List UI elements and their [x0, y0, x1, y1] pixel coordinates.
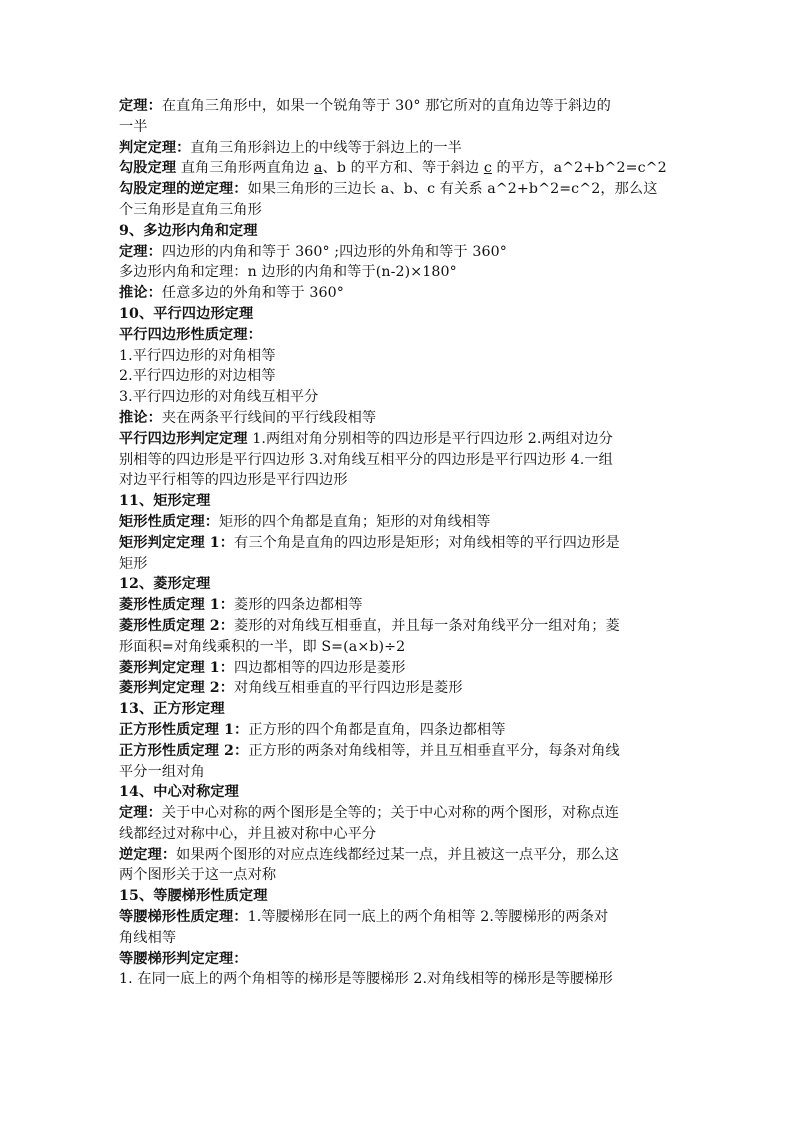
- list-item: 3.平行四边形的对角线互相平分: [119, 389, 319, 406]
- line-text: 有三个角是直角的四边形是矩形；对角线相等的平行四边形是: [234, 534, 620, 551]
- term-label: 正方形性质定理 1：: [119, 721, 249, 738]
- text-line: [119, 179, 677, 200]
- text-line: 两个图形关于这一点对称: [119, 867, 277, 884]
- text-line: [119, 117, 677, 138]
- line-text: 的平方，a^2+b^2=c^2: [491, 160, 667, 177]
- term-label: 定理：: [119, 243, 162, 260]
- text-line: [119, 138, 677, 159]
- term-label: 等腰梯形性质定理：: [119, 909, 248, 926]
- text-line: 别相等的四边形是平行四边形 3.对角线互相平分的四边形是平行四边形 4.一组: [119, 451, 613, 468]
- subsection-heading: 等腰梯形判定定理：: [119, 950, 248, 967]
- text-line: [119, 720, 677, 741]
- text-line: [119, 678, 677, 699]
- line-text: 一半: [119, 118, 148, 135]
- text-line: 线都经过对称中心，并且被对称中心平分: [119, 825, 377, 842]
- line-text: 直角三角形斜边上的中线等于斜边上的一半: [190, 139, 462, 156]
- subsection-heading: 平行四边形性质定理：: [119, 326, 262, 343]
- text-line: 矩形: [119, 555, 148, 572]
- term-label: 菱形性质定理 1：: [119, 597, 235, 614]
- line-text: 四边都相等的四边形是菱形: [234, 659, 406, 676]
- term-label: 菱形判定定理 2：: [119, 680, 235, 697]
- term-label: 勾股定理: [119, 160, 177, 177]
- line-text: 正方形的两条对角线相等，并且互相垂直平分，每条对角线: [248, 742, 620, 759]
- term-label: 判定定理：: [119, 139, 191, 156]
- text-line: [119, 512, 677, 533]
- term-label: 勾股定理的逆定理：: [119, 181, 248, 198]
- text-line: [119, 616, 677, 637]
- line-text: 如果两个图形的对应点连线都经过某一点，并且被这一点平分，那么这: [176, 846, 620, 863]
- section-heading: 15、等腰梯形性质定理: [119, 888, 268, 905]
- text-line: [119, 200, 677, 221]
- text-line: [119, 158, 677, 179]
- text-line: [119, 242, 677, 263]
- text-line: 形面积=对角线乘积的一半，即 S=(a×b)÷2: [119, 638, 406, 655]
- text-line: [119, 533, 677, 554]
- text-line: [119, 283, 677, 304]
- text-line: 平分一组对角: [119, 763, 205, 780]
- list-item: 1.平行四边形的对角相等: [119, 347, 276, 364]
- term-label: 矩形判定定理 1：: [119, 534, 235, 551]
- line-text: 四边形的内角和等于 360° ;四边形的外角和等于 360°: [161, 243, 507, 260]
- line-text: 正方形的四个角都是直角，四条边都相等: [248, 721, 506, 738]
- term-label: 菱形性质定理 2：: [119, 617, 235, 634]
- text-line: 角线相等: [119, 929, 177, 946]
- term-label: 推论：: [119, 409, 162, 426]
- line-text: a: [313, 160, 323, 177]
- text-line: 多边形内角和定理：n 边形的内角和等于(n-2)×180°: [119, 264, 457, 281]
- list-item: 2.平行四边形的对边相等: [119, 368, 276, 385]
- term-label: 平行四边形判定定理: [119, 430, 248, 447]
- line-text: 1.两组对角分别相等的四边形是平行四边形 2.两组对边分: [247, 430, 613, 447]
- text-line: [119, 408, 677, 429]
- text-line: [119, 595, 677, 616]
- line-text: 夹在两条平行线间的平行线段相等: [161, 409, 377, 426]
- line-text: 、b 的平方和、等于斜边: [322, 160, 484, 177]
- document-body: [119, 96, 677, 990]
- line-text: c: [483, 160, 492, 177]
- line-text: 在直角三角形中，如果一个锐角等于 30° 那它所对的直角边等于斜边的: [161, 98, 611, 114]
- text-line: [119, 845, 677, 866]
- line-text: 直角三角形两直角边: [176, 160, 314, 177]
- section-heading: 10、平行四边形定理: [119, 305, 254, 322]
- section-heading: 11、矩形定理: [119, 493, 211, 510]
- line-text: 矩形的四个角都是直角；矩形的对角线相等: [219, 513, 491, 530]
- line-text: 菱形的对角线互相垂直，并且每一条对角线平分一组对角；菱: [234, 617, 620, 634]
- text-line: 1. 在同一底上的两个角相等的梯形是等腰梯形 2.对角线相等的梯形是等腰梯形: [119, 971, 613, 988]
- term-label: 正方形性质定理 2：: [119, 742, 249, 759]
- text-line: [119, 803, 677, 824]
- text-line: [119, 658, 677, 679]
- line-text: 关于中心对称的两个图形是全等的；关于中心对称的两个图形，对称点连: [161, 805, 620, 822]
- text-line: [119, 907, 677, 928]
- line-text: 1.等腰梯形在同一底上的两个角相等 2.等腰梯形的两条对: [247, 909, 609, 926]
- term-label: 菱形判定定理 1：: [119, 659, 235, 676]
- section-heading: 14、中心对称定理: [119, 784, 239, 801]
- term-label: 矩形性质定理：: [119, 513, 220, 530]
- text-line: 对边平行相等的四边形是平行四边形: [119, 472, 348, 489]
- line-text: 个三角形是直角三角形: [119, 201, 262, 218]
- section-heading: 9、多边形内角和定理: [119, 222, 258, 239]
- text-line: [119, 741, 677, 762]
- line-text: 如果三角形的三边长 a、b、c 有关系 a^2+b^2=c^2，那么这: [247, 181, 658, 198]
- section-heading: 12、菱形定理: [119, 576, 211, 593]
- term-label: 推论：: [119, 285, 162, 302]
- line-text: 任意多边的外角和等于 360°: [161, 285, 344, 302]
- term-label: 定理：: [119, 98, 162, 114]
- term-label: 定理：: [119, 805, 162, 822]
- section-heading: 13、正方形定理: [119, 701, 225, 718]
- text-line: [119, 429, 677, 450]
- term-label: 逆定理：: [119, 846, 177, 863]
- text-line: [119, 96, 677, 117]
- line-text: 对角线互相垂直的平行四边形是菱形: [234, 680, 463, 697]
- line-text: 菱形的四条边都相等: [234, 597, 363, 614]
